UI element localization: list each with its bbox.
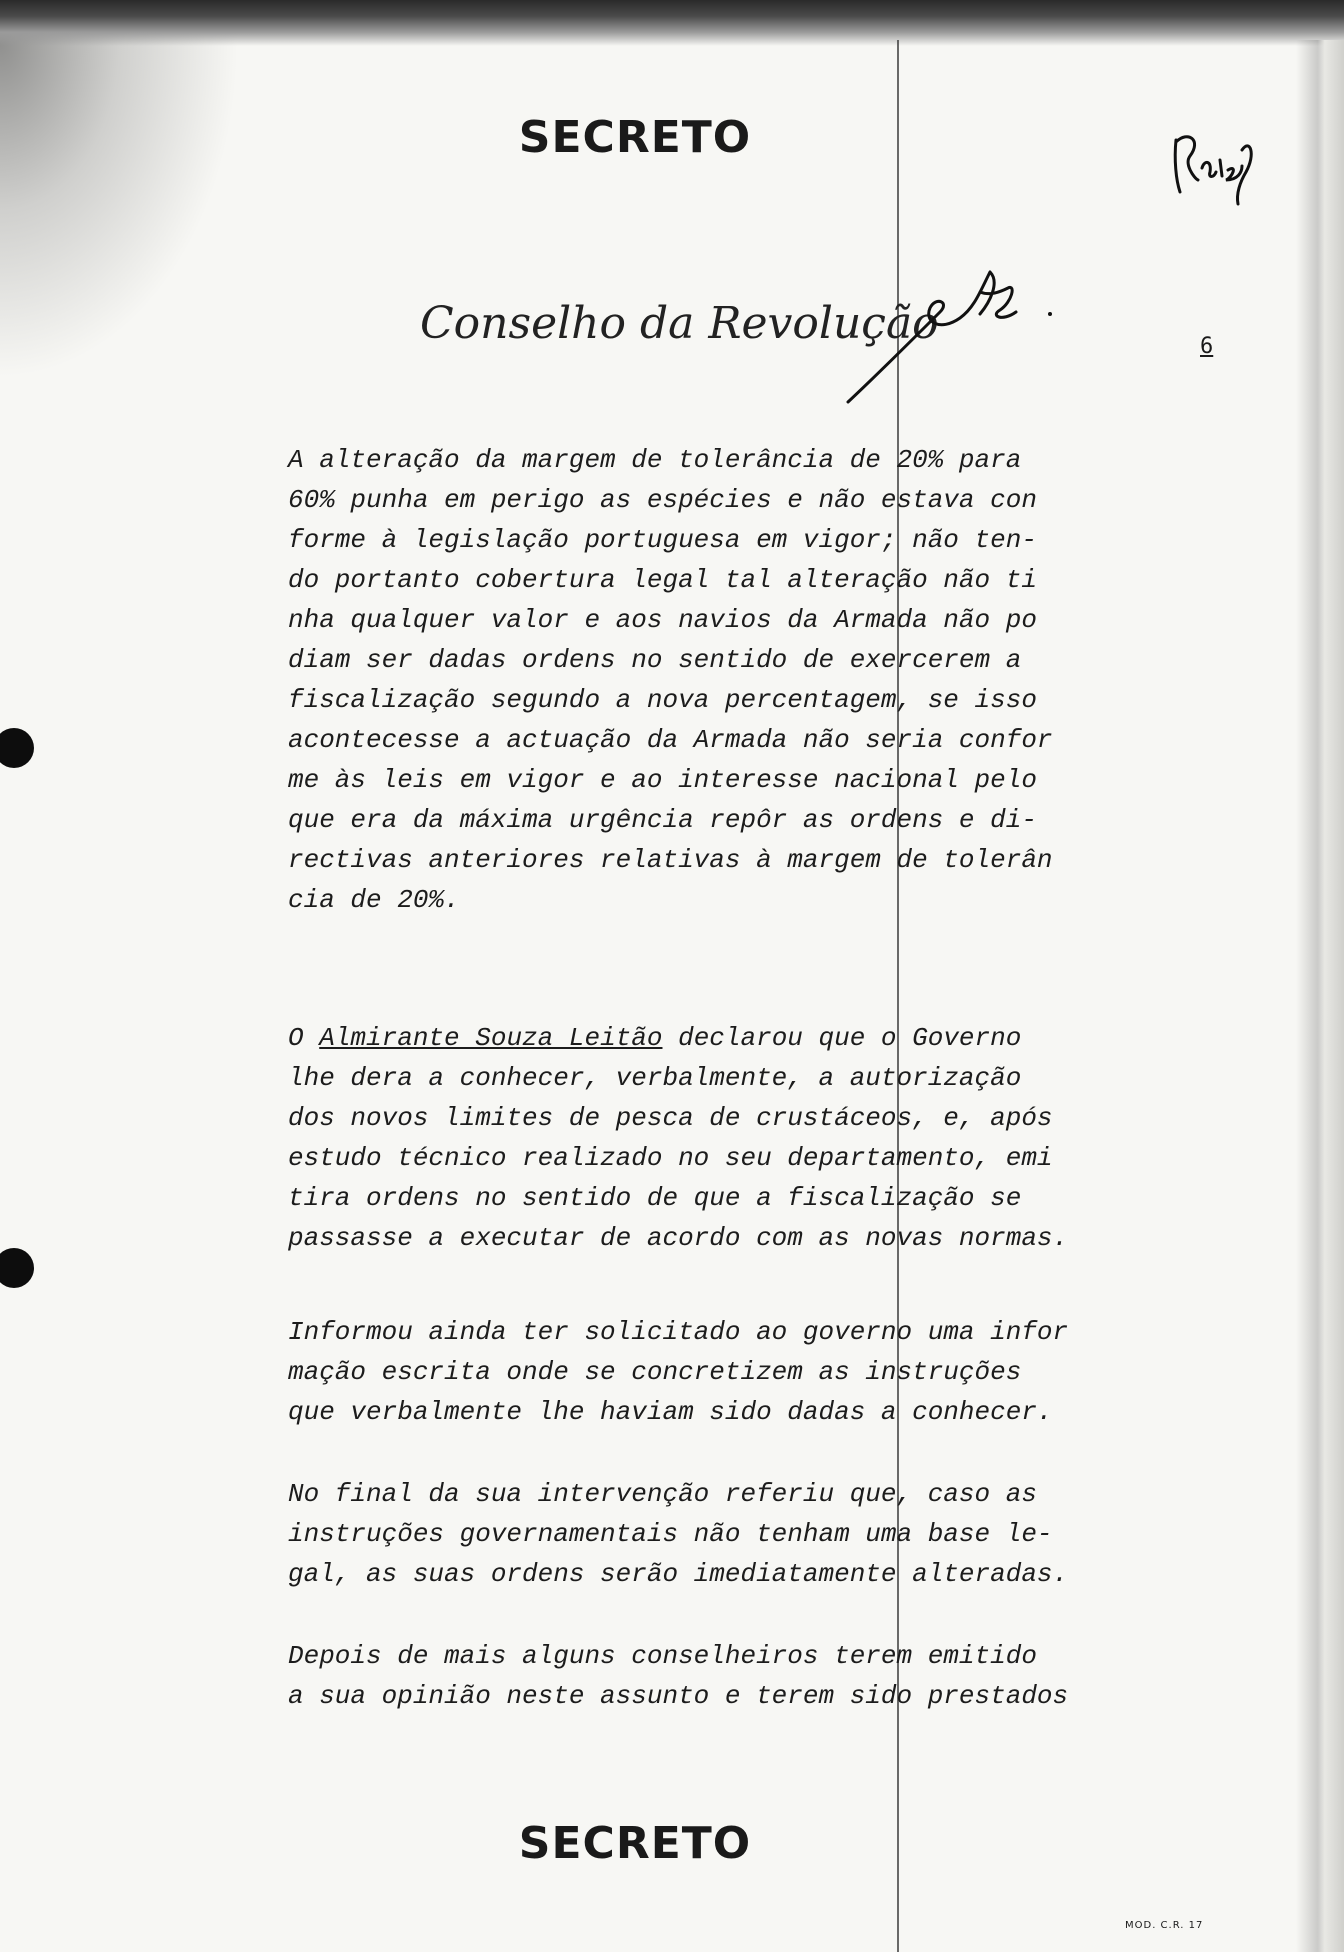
scan-right-edge [1296,40,1344,1952]
text-line: O Almirante Souza Leitão declarou que o Governo [288,1023,1022,1053]
text-line: gal, as suas ordens serão imediatamente alteradas. [288,1559,1069,1589]
text-line: instruções governamentais não tenham uma base le- [288,1519,1053,1549]
admiral-name: Almirante Souza Leitão [319,1023,663,1053]
text-line: rectivas anteriores relativas à margem de tolerân [288,845,1053,875]
classification-footer: SECRETO [518,1818,752,1869]
text-line: cia de 20%. [288,885,460,915]
text-line: estudo técnico realizado no seu departamento, emi [288,1143,1053,1173]
text-line: Informou ainda ter solicitado ao governo uma infor [288,1317,1069,1347]
text-line: tira ordens no sentido de que a fiscalização se [288,1183,1022,1213]
text-line: dos novos limites de pesca de crustáceos, e, após [288,1103,1053,1133]
paragraph [288,1312,1118,1432]
punch-hole [0,1248,34,1288]
handwritten-initials [1168,120,1258,210]
text-line: do portanto cobertura legal tal alteração não ti [288,565,1037,595]
punch-hole [0,728,34,768]
text-line: passasse a executar de acordo com as novas normas. [288,1223,1069,1253]
text-line: nha qualquer valor e aos navios da Armada não po [288,605,1037,635]
scan-smudge [0,0,240,380]
paragraph [288,1474,1118,1594]
page-number: 6 [1200,334,1214,359]
text-line: que verbalmente lhe haviam sido dadas a conhecer. [288,1397,1053,1427]
text-line: fiscalização segundo a nova percentagem, se isso [288,685,1037,715]
form-code: MOD. C.R. 17 [1125,1920,1204,1931]
text-line: a sua opinião neste assunto e terem sido prestados [288,1681,1069,1711]
text-line: mação escrita onde se concretizem as instruções [288,1357,1022,1387]
text-line: 60% punha em perigo as espécies e não estava con [288,485,1037,515]
signature [840,252,1060,412]
scan-top-edge [0,0,1344,46]
text-line: No final da sua intervenção referiu que, caso as [288,1479,1037,1509]
text-line-rest: declarou que o Governo [662,1023,1022,1053]
classification-header: SECRETO [518,112,752,163]
paragraph [288,1636,1118,1716]
text-line: diam ser dadas ordens no sentido de exercerem a [288,645,1022,675]
paragraph [288,1018,1118,1258]
council-title: Conselho da Revolução [420,298,939,349]
text-line: lhe dera a conhecer, verbalmente, a autorização [288,1063,1022,1093]
text-line: me às leis em vigor e ao interesse nacional pelo [288,765,1037,795]
text-line: A alteração da margem de tolerância de 20% para [288,445,1022,475]
text-line: que era da máxima urgência repôr as ordens e di- [288,805,1037,835]
text-line: Depois de mais alguns conselheiros terem emitido [288,1641,1037,1671]
paragraph [288,440,1118,920]
text-line: forme à legislação portuguesa em vigor; não ten- [288,525,1037,555]
text-line: acontecesse a actuação da Armada não seria confor [288,725,1053,755]
